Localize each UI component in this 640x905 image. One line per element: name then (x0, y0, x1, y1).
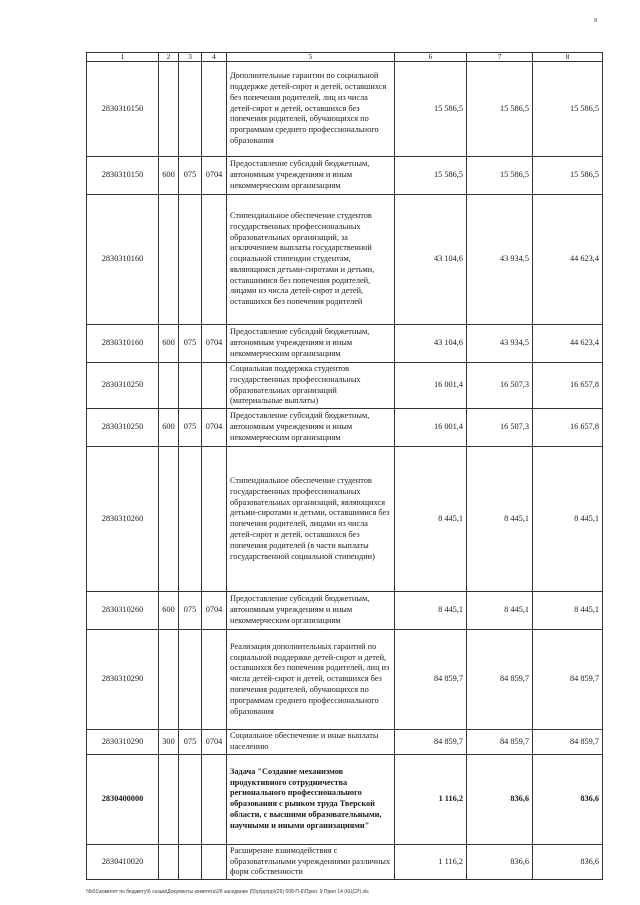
budget-table (86, 52, 603, 880)
col-header: 1 (87, 53, 159, 62)
row-section (202, 447, 227, 592)
row-value-7: 16 507,3 (467, 363, 533, 409)
table-row (87, 630, 603, 730)
row-expense-type (159, 363, 179, 409)
row-value-6: 43 104,6 (395, 325, 467, 363)
row-value-7: 43 934,5 (467, 325, 533, 363)
row-value-6: 15 586,5 (395, 62, 467, 157)
row-expense-type (159, 447, 179, 592)
row-value-6: 16 001,4 (395, 363, 467, 409)
row-section (202, 754, 227, 844)
row-expense-type (159, 195, 179, 325)
row-value-7: 836,6 (467, 754, 533, 844)
table-row (87, 409, 603, 447)
row-expense-type: 600 (159, 592, 179, 630)
col-header: 3 (179, 53, 202, 62)
col-header: 5 (227, 53, 395, 62)
row-value-6: 43 104,6 (395, 195, 467, 325)
row-expense-type: 300 (159, 730, 179, 755)
row-value-8: 15 586,5 (533, 157, 603, 195)
row-department: 075 (179, 325, 202, 363)
row-value-7: 8 445,1 (467, 592, 533, 630)
row-department (179, 447, 202, 592)
row-code: 2830310150 (87, 62, 159, 157)
page-number: 9 (594, 18, 597, 24)
col-header: 6 (395, 53, 467, 62)
row-code: 2830310160 (87, 195, 159, 325)
row-value-8: 44 623,4 (533, 195, 603, 325)
row-expense-type (159, 62, 179, 157)
row-code: 2830410020 (87, 844, 159, 879)
row-value-8: 8 445,1 (533, 592, 603, 630)
row-department (179, 754, 202, 844)
row-expense-type (159, 844, 179, 879)
row-description: Предоставление субсидий бюджетным, автономным учреждениям и иным некоммерческим организациям (227, 325, 395, 363)
row-section: 0704 (202, 157, 227, 195)
row-value-6: 8 445,1 (395, 447, 467, 592)
row-value-8: 15 586,5 (533, 62, 603, 157)
table-row (87, 844, 603, 879)
row-expense-type (159, 630, 179, 730)
row-code: 2830310290 (87, 730, 159, 755)
row-description: Стипендиальное обеспечение студентов государственных профессиональных образовательных организаций, являющихся детьми-сиротами и детьми, оставшимися без попечения родителей, лицами из числа детей-сирот и детей, оставшихся без попечения родителей (в части выплаты государственной социальной стипендии) (227, 447, 395, 592)
row-description: Дополнительные гарантии по социальной поддержке детей-сирот и детей, оставшихся без попечения родителей, лиц из числа детей-сирот и детей, оставшихся без попечения родителей, обучающихся по программам среднего профессионального образования (227, 62, 395, 157)
table-row (87, 363, 603, 409)
row-code: 2830310260 (87, 447, 159, 592)
row-department: 075 (179, 409, 202, 447)
row-department (179, 195, 202, 325)
row-department: 075 (179, 592, 202, 630)
row-code: 2830310260 (87, 592, 159, 630)
col-header: 8 (533, 53, 603, 62)
row-description: Предоставление субсидий бюджетным, автономным учреждениям и иным некоммерческим организациям (227, 157, 395, 195)
row-code: 2830310150 (87, 157, 159, 195)
row-description: Социальное обеспечение и иные выплаты населению (227, 730, 395, 755)
row-value-8: 44 623,4 (533, 325, 603, 363)
row-value-7: 836,6 (467, 844, 533, 879)
row-code: 2830310250 (87, 363, 159, 409)
row-value-8: 84 859,7 (533, 730, 603, 755)
row-value-8: 16 657,8 (533, 409, 603, 447)
row-value-7: 15 586,5 (467, 157, 533, 195)
row-value-8: 84 859,7 (533, 630, 603, 730)
col-header: 7 (467, 53, 533, 62)
row-value-6: 84 859,7 (395, 730, 467, 755)
row-value-6: 1 116,2 (395, 844, 467, 879)
table-row (87, 195, 603, 325)
row-code: 2830310160 (87, 325, 159, 363)
row-department: 075 (179, 157, 202, 195)
table-row (87, 62, 603, 157)
row-section: 0704 (202, 592, 227, 630)
row-description: Реализация дополнительных гарантий по социальной поддержке детей-сирот и детей, оставшихся без попечения родителей, лиц из числа детей-сирот и детей, оставшихся без попечения родителей, обучающихся по программам среднего профессионального образования (227, 630, 395, 730)
row-description: Задача "Создание механизмов продуктивного сотрудничества регионального профессионального образования с рынком труда Тверской области, с высшими образовательными, научными и иными организациями" (227, 754, 395, 844)
row-value-8: 16 657,8 (533, 363, 603, 409)
table-row (87, 592, 603, 630)
row-value-6: 8 445,1 (395, 592, 467, 630)
row-description: Расширение взаимодействия с образовательными учреждениями различных форм собственности (227, 844, 395, 879)
row-code: 2830400000 (87, 754, 159, 844)
row-expense-type: 600 (159, 157, 179, 195)
row-value-8: 836,6 (533, 844, 603, 879)
row-department (179, 630, 202, 730)
row-department (179, 62, 202, 157)
row-value-6: 84 859,7 (395, 630, 467, 730)
row-section (202, 844, 227, 879)
row-value-7: 8 445,1 (467, 447, 533, 592)
table-row (87, 754, 603, 844)
row-expense-type: 600 (159, 325, 179, 363)
table-row (87, 157, 603, 195)
row-section (202, 363, 227, 409)
row-description: Стипендиальное обеспечение студентов государственных профессиональных образовательных организаций, за исключением выплаты государственной социальной стипендии студентам, являющимся детьми-сиротами и детьми, оставшимися без попечения родителей, лицами из числа детей-сирот и детей, оставшихся без попечения родителей (227, 195, 395, 325)
row-value-6: 16 001,4 (395, 409, 467, 447)
row-section: 0704 (202, 409, 227, 447)
row-description: Социальная поддержка студентов государственных профессиональных образовательных организаций (материальные выплаты) (227, 363, 395, 409)
row-section (202, 195, 227, 325)
col-header: 4 (202, 53, 227, 62)
row-expense-type: 600 (159, 409, 179, 447)
table-row (87, 325, 603, 363)
row-department (179, 363, 202, 409)
row-value-6: 1 116,2 (395, 754, 467, 844)
row-value-8: 836,6 (533, 754, 603, 844)
row-section: 0704 (202, 730, 227, 755)
row-value-7: 16 507,3 (467, 409, 533, 447)
row-description: Предоставление субсидий бюджетным, автономным учреждениям и иным некоммерческим организациям (227, 409, 395, 447)
row-department (179, 844, 202, 879)
row-description: Предоставление субсидий бюджетным, автономным учреждениям и иным некоммерческим организациям (227, 592, 395, 630)
row-value-7: 84 859,7 (467, 630, 533, 730)
table-row (87, 447, 603, 592)
row-code: 2830310290 (87, 630, 159, 730)
row-expense-type (159, 754, 179, 844)
row-section (202, 62, 227, 157)
row-value-7: 84 859,7 (467, 730, 533, 755)
row-section: 0704 (202, 325, 227, 363)
row-code: 2830310250 (87, 409, 159, 447)
header-row (87, 53, 603, 62)
row-value-6: 15 586,5 (395, 157, 467, 195)
file-path-footer: \\fs01\комитет по бюджету\6 созыв\Документы комитета\26 заседание (5)\р\рр\рр\(26) 508-П-6\Прил. 9 Прил 14 (КЦСР).xls (86, 889, 369, 895)
row-value-7: 43 934,5 (467, 195, 533, 325)
row-department: 075 (179, 730, 202, 755)
col-header: 2 (159, 53, 179, 62)
row-section (202, 630, 227, 730)
table-row (87, 730, 603, 755)
row-value-8: 8 445,1 (533, 447, 603, 592)
row-value-7: 15 586,5 (467, 62, 533, 157)
